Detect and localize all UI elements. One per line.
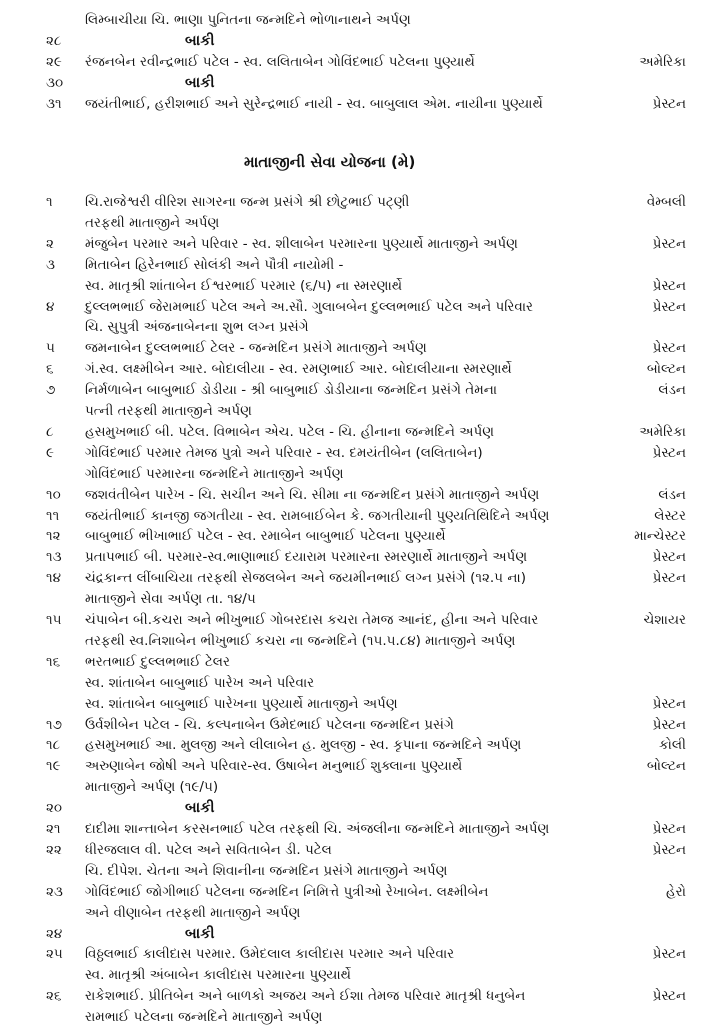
entry-text: ઉર્વશીબેન પટેલ - ચિ. કલ્પનાબેન ઉમેદભાઈ પટેલના જન્મદિન પ્રસંગે [85, 716, 454, 733]
entry-line [0, 443, 722, 464]
entry-line [0, 819, 722, 840]
entry-line [0, 589, 722, 610]
entry-location: પ્રેસ્ટન [652, 988, 686, 1005]
entry-text: તરફથી સ્વ.નિશાબેન ભીખુભાઈ કચરા ના જન્મદિને (૧૫.૫.૮૪) માતાજીને અર્પણ [85, 632, 516, 649]
entry-text: સ્વ. માતૃશ્રી અંબાબેન કાલીદાસ પરમારના પુણ્યાર્થે [85, 967, 352, 984]
section-heading: માતાજીની સેવા યોજના (મે) [244, 153, 416, 171]
entry-text: જમનાબેન દુલ્લભભાઈ ટેલર - જન્મદિન પ્રસંગે માતાજીને અર્પણ [85, 340, 427, 357]
entry-number: ૧૮ [46, 737, 61, 754]
balance-label: બાકી [185, 800, 215, 817]
entry-text: મિતાબેન હિરેનભાઈ સોલંકી અને પૌત્રી નાયોમી - [85, 256, 344, 273]
entry-line [0, 777, 722, 798]
entry-location: પ્રેસ્ટન [652, 96, 686, 112]
entry-line [0, 1007, 722, 1028]
entry-location: ચેશાયર [643, 612, 686, 628]
entry-number: ૧૩ [46, 549, 62, 566]
entry-text: જશવંતીબેન પારેખ - ચિ. સચીન અને ચિ. સીમા ના જન્મદિન પ્રસંગે માતાજીને અર્પણ [85, 486, 540, 503]
entry-number: ૩ [46, 256, 55, 273]
entry-location: માન્ચેસ્ટર [634, 528, 686, 545]
entry-location: અમેરિકા [639, 423, 686, 440]
entry-text: સ્વ. શાંતાબેન બાબુભાઈ પારેખના પુણ્યાર્થે માતાજીને અર્પણ [85, 695, 398, 712]
entry-line [0, 547, 722, 568]
entry-text: દુલ્લભભાઈ જેરામભાઈ પટેલ અને અ.સૌ. ગુલાબબેન દુલ્લભભાઈ પટેલ અને પરિવાર [85, 298, 534, 315]
entry-line [0, 10, 722, 31]
entry-line [0, 255, 722, 276]
entry-line [0, 422, 722, 443]
entry-text: તરફથી માતાજીને અર્પણ [85, 214, 220, 231]
entry-line [0, 944, 722, 965]
balance-label: બાકી [185, 75, 215, 91]
entry-number: ૧૭ [46, 716, 62, 733]
entry-line [0, 94, 722, 115]
entry-number: ૨૮ [46, 33, 62, 49]
entry-text: રામભાઈ પટેલના જન્મદિને માતાજીને અર્પણ [85, 1009, 323, 1026]
entry-text: ગોવિંદભાઈ પરમાર તેમજ પુત્રો અને પરિવાર - સ્વ. દમયંતીબેન (લલિતાબેન) [85, 444, 483, 461]
entry-number: ૧૬ [46, 653, 61, 670]
entry-text: ગોવિંદભાઈ પરમારના જન્મદિને માતાજીને અર્પણ [85, 465, 344, 482]
entry-location: પ્રેસ્ટન [652, 570, 686, 587]
entry-text: ગોવિંદભાઈ જોગીભાઈ પટેલના જન્મદિન નિમિત્તે પુત્રીઓ રેખાબેન. લક્ષ્મીબેન [85, 883, 489, 900]
entry-line [0, 506, 722, 527]
entry-line [0, 903, 722, 924]
entry-text: નિર્મળાબેન બાબુભાઈ ડોડીયા - શ્રી બાબુભાઈ ડોડીયાના જન્મદિન પ્રસંગે તેમના [85, 382, 498, 399]
entry-location: લેસ્ટર [654, 507, 686, 524]
entry-text: રંજનબેન રવીન્દ્રભાઈ પટેલ - સ્વ. લલિતાબેન ગોવિંદભાઈ પટેલના પુણ્યાર્થે [85, 54, 475, 70]
entry-number: ૨૦ [46, 800, 63, 817]
entry-line [0, 631, 722, 652]
entry-number: ૩૧ [46, 96, 62, 112]
entry-location: પ્રેસ્ટન [652, 716, 686, 733]
entry-number: ૧ [46, 194, 53, 210]
entry-text: લિમ્બાચીયા ચિ. ભાણા પુનિતના જન્મદિને ભોળાનાથને અર્પણ [85, 12, 411, 28]
entry-line [0, 317, 722, 338]
entry-number: ૧૨ [46, 528, 61, 545]
entry-location: કોલી [659, 737, 686, 754]
entry-line [0, 610, 722, 631]
entry-text: ચંપાબેન બી.કચરા અને ભીખુભાઈ ગોબરદાસ કચરા તેમજ આનંદ, હીના અને પરિવાર [85, 612, 539, 628]
entry-line [0, 359, 722, 380]
entry-line [0, 401, 722, 422]
entry-location: પ્રેસ્ટન [652, 444, 686, 461]
entry-number: ૭ [46, 382, 56, 399]
entry-location: લંડન [658, 382, 686, 399]
entry-line [0, 73, 722, 94]
entry-location: પ્રેસ્ટન [652, 821, 686, 837]
entry-location: લંડન [658, 486, 686, 503]
entry-line [0, 673, 722, 694]
entry-location: અમેરિકા [639, 54, 686, 70]
entry-line [0, 986, 722, 1007]
entry-number: ૮ [46, 423, 54, 440]
entry-text: ધીરજલાલ વી. પટેલ અને સવિતાબેન ડી. પટેલ [85, 841, 332, 858]
entry-line [0, 485, 722, 506]
entry-line [0, 276, 722, 297]
entry-location: પ્રેસ્ટન [652, 549, 686, 566]
entry-text: ચિ.રાજેશ્વરી વીરિશ સાગરના જન્મ પ્રસંગે શ્રી છોટુભાઈ પટ્ણી [85, 194, 410, 210]
entry-line [0, 52, 722, 73]
entry-location: બોલ્ટન [646, 361, 686, 378]
entry-number: ૨૬ [46, 988, 62, 1005]
entry-number: ૨૪ [46, 925, 63, 942]
entry-line [0, 861, 722, 882]
entry-text: અરુણાબેન જોષી અને પરિવાર-સ્વ. ઉષાબેન મનુભાઈ શુક્લાના પુણ્યાર્થે [85, 758, 463, 775]
entry-number: ૨ [46, 235, 54, 252]
entry-number: ૩૦ [46, 75, 64, 91]
entry-number: ૨૧ [46, 821, 61, 837]
entry-text: હસમુખભાઈ આ. મુલજી અને લીલાબેન હ. મુલજી - સ્વ. કૃપાના જન્મદિને અર્પણ [85, 737, 522, 754]
entry-text: પત્ની તરફથી માતાજીને અર્પણ [85, 403, 252, 419]
entry-text: બાબુભાઈ ભીખાભાઈ પટેલ - સ્વ. રમાબેન બાબુભાઈ પટેલના પુણ્યાર્થે [85, 528, 446, 545]
entry-location: વેમ્બલી [646, 194, 686, 210]
entry-number: ૯ [46, 444, 54, 461]
entry-line [0, 234, 722, 255]
entry-line [0, 840, 722, 861]
entry-location: પ્રેસ્ટન [652, 946, 686, 963]
entry-number: ૪ [46, 298, 55, 315]
entry-line [0, 694, 722, 715]
entry-line [0, 715, 722, 736]
entry-location: પ્રેસ્ટન [652, 695, 686, 712]
entry-line [0, 798, 722, 819]
entry-text: પ્રતાપભાઈ બી. પરમાર-સ્વ.ભાણાભાઈ દયારામ પરમારના સ્મરણાર્થે માતાજીને અર્પણ [85, 549, 528, 566]
entry-line [0, 192, 722, 213]
entry-location: પ્રેસ્ટન [652, 841, 686, 858]
entry-line [0, 965, 722, 986]
entry-text: જયંતીભાઈ કાનજી જગતીયા - સ્વ. રામબાઈબેન કે. જગતીયાની પુણ્યતિથિદિને અર્પણ [85, 507, 550, 524]
entry-line [0, 338, 722, 359]
entry-line [0, 380, 722, 401]
entry-location: પ્રેસ્ટન [652, 298, 686, 315]
entry-text: રાકેશભાઈ. પ્રીતિબેન અને બાળકો અજય અને ઈશા તેમજ પરિવાર માતૃશ્રી ધનુબેન [85, 988, 526, 1005]
entry-text: દાદીમા શાન્તાબેન કરસનભાઈ પટેલ તરફથી ચિ. અંજલીના જન્મદિને માતાજીને અર્પણ [85, 821, 550, 837]
entry-line [0, 652, 722, 673]
entry-text: ગં.સ્વ. લક્ષ્મીબેન આર. બોદાલીયા - સ્વ. રમણભાઈ આર. બોદાલીયાના સ્મરણાર્થે [85, 361, 512, 378]
entry-line [0, 464, 722, 485]
entry-line [0, 735, 722, 756]
entry-location: હેરો [666, 883, 686, 900]
entry-line [0, 756, 722, 777]
entry-line [0, 526, 722, 547]
entry-number: ૧૧ [46, 507, 60, 524]
entry-text: માતાજીને અર્પણ (૧૯/૫) [85, 779, 219, 796]
balance-label: બાકી [185, 33, 215, 49]
entry-number: ૧૦ [46, 486, 61, 503]
balance-label: બાકી [185, 925, 215, 942]
entry-text: વિઠ્ઠલભાઈ કાલીદાસ પરમાર. ઉમેદલાલ કાલીદાસ પરમાર અને પરિવાર [85, 946, 455, 963]
entry-number: ૧૪ [46, 570, 61, 587]
entry-text: ચિ. સુપુત્રી અંજનાબેનના શુભ લગ્ન પ્રસંગે [85, 319, 309, 336]
entry-line [0, 924, 722, 945]
entry-line [0, 213, 722, 234]
entry-number: ૫ [46, 340, 55, 357]
entry-text: જયંતીભાઈ, હરીશભાઈ અને સુરેન્દ્રભાઈ નાયી - સ્વ. બાબુલાલ એમ. નાયીના પુણ્યાર્થે [85, 96, 543, 112]
entry-number: ૨૨ [46, 841, 62, 858]
entry-number: ૨૩ [46, 883, 63, 900]
entry-text: સ્વ. માતૃશ્રી શાંતાબેન ઈશ્વરભાઈ પરમાર (૬/૫) ના સ્મરણાર્થે [85, 277, 403, 294]
entry-line [0, 882, 722, 903]
entry-text: ભરતભાઈ દુલ્લભભાઈ ટેલર [85, 653, 230, 670]
entry-text: ચંદ્રકાન્ત લીંબાચિયા તરફથી સેજલબેન અને જયમીનભાઈ લગ્ન પ્રસંગે (૧૨.૫ ના) [85, 570, 526, 587]
entry-text: મંજુબેન પરમાર અને પરિવાર - સ્વ. શીલાબેન પરમારના પુણ્યાર્થે માતાજીને અર્પણ [85, 235, 518, 252]
entry-line [0, 297, 722, 318]
entry-text: સ્વ. શાંતાબેન બાબુભાઈ પારેખ અને પરિવાર [85, 674, 315, 691]
entry-text: ચિ. દીપેશ. ચેતના અને શિવાનીના જન્મદિન પ્રસંગે માતાજીને અર્પણ [85, 862, 448, 879]
entry-text: અને વીણાબેન તરફથી માતાજીને અર્પણ [85, 904, 301, 921]
entry-text: હસમુખભાઈ બી. પટેલ. વિભાબેન એચ. પટેલ - ચિ. હીનાના જન્મદિને અર્પણ [85, 423, 495, 440]
entry-number: ૨૫ [46, 946, 63, 963]
entry-location: પ્રેસ્ટન [652, 277, 686, 294]
entry-number: ૧૫ [46, 612, 62, 628]
entry-location: પ્રેસ્ટન [652, 340, 686, 357]
entry-location: બોલ્ટન [646, 758, 686, 775]
entry-number: ૧૯ [46, 758, 61, 775]
entry-number: ૨૯ [46, 54, 62, 70]
entry-line [0, 568, 722, 589]
entry-line [0, 31, 722, 52]
entry-location: પ્રેસ્ટન [652, 235, 686, 252]
entry-number: ૬ [46, 361, 54, 378]
entry-text: માતાજીને સેવા અર્પણ તા. ૧૪/૫ [85, 591, 256, 608]
